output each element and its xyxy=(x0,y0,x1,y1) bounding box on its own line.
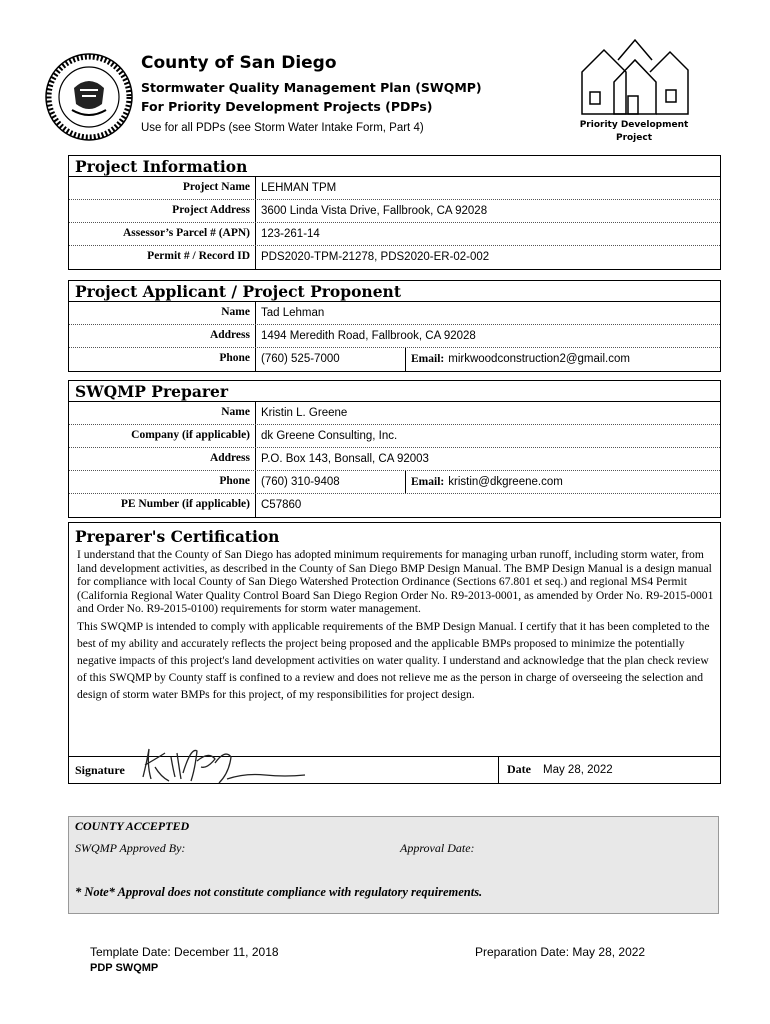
signature-date-field[interactable]: May 28, 2022 xyxy=(543,764,613,776)
applicant-section xyxy=(68,280,721,372)
approval-date-label: Approval Date: xyxy=(400,841,475,855)
pe-number-row: PE Number (if applicable) C57860 xyxy=(69,494,720,517)
project-address-row: Project Address 3600 Linda Vista Drive, Fallbrook, CA 92028 xyxy=(69,200,720,223)
handwritten-signature xyxy=(135,743,325,787)
signature-field[interactable] xyxy=(139,757,499,783)
section-title: Preparer's Certification xyxy=(75,527,280,546)
county-accepted-title: COUNTY ACCEPTED xyxy=(75,819,190,833)
template-date: Template Date: December 11, 2018 xyxy=(90,945,279,959)
apn-row: Assessor’s Parcel # (APN) 123-261-14 xyxy=(69,223,720,246)
applicant-address-row: Address 1494 Meredith Road, Fallbrook, CA 92028 xyxy=(69,325,720,348)
project-name-field[interactable]: LEHMAN TPM xyxy=(261,182,337,194)
page-title: County of San Diego xyxy=(141,53,337,73)
preparer-phone-row: Phone (760) 310-9408 Email: kristin@dkgreene.com xyxy=(69,471,720,494)
certification-paragraph-2: This SWQMP is intended to comply with applicable requirements of the BMP Design Manual. I certify that it has been completed to the best of my ability and accurately reflects the project being proposed and the applicable BMPs proposed to minimize the potentially negative impacts of this project's land development activities on water quality. I understand and acknowledge that the plan check review of this SWQMP by County staff is confined to a review and does not relieve me as the person in charge of overseeing the selection and design of storm water BMPs for this project, of my responsibilities for project design. xyxy=(77,619,710,701)
preparer-email-field[interactable]: kristin@dkgreene.com xyxy=(448,476,563,488)
preparer-company-row: Company (if applicable) dk Greene Consulting, Inc. xyxy=(69,425,720,448)
preparer-name-row: Name Kristin L. Greene xyxy=(69,402,720,425)
project-address-field[interactable]: 3600 Linda Vista Drive, Fallbrook, CA 92028 xyxy=(261,205,488,217)
applicant-phone-row: Phone (760) 525-7000 Email: mirkwoodconstruction2@gmail.com xyxy=(69,348,720,371)
certification-section xyxy=(68,522,721,784)
section-title: Project Applicant / Project Proponent xyxy=(69,281,720,302)
county-accepted-box xyxy=(68,816,719,914)
section-title: Project Information xyxy=(69,156,720,177)
applicant-address-field[interactable]: 1494 Meredith Road, Fallbrook, CA 92028 xyxy=(261,330,476,342)
pdp-subtitle: For Priority Development Projects (PDPs) xyxy=(141,99,433,114)
approval-note: * Note* Approval does not constitute compliance with regulatory requirements. xyxy=(75,885,483,899)
preparer-address-field[interactable]: P.O. Box 143, Bonsall, CA 92003 xyxy=(261,453,429,465)
applicant-email-field[interactable]: mirkwoodconstruction2@gmail.com xyxy=(448,353,630,365)
project-name-row: Project Name LEHMAN TPM xyxy=(69,177,720,200)
plan-subtitle: Stormwater Quality Management Plan (SWQMP) xyxy=(141,80,482,95)
preparation-date: Preparation Date: May 28, 2022 xyxy=(475,945,646,959)
signature-row: Signature Date May 28, 2022 xyxy=(69,756,720,783)
applicant-phone-field[interactable]: (760) 525-7000 xyxy=(261,348,406,371)
applicant-name-field[interactable]: Tad Lehman xyxy=(261,307,325,319)
preparer-phone-field[interactable]: (760) 310-9408 xyxy=(261,471,406,493)
preparer-name-field[interactable]: Kristin L. Greene xyxy=(261,407,348,419)
pe-number-field[interactable]: C57860 xyxy=(261,499,302,511)
document-name: PDP SWQMP xyxy=(90,962,159,974)
preparer-company-field[interactable]: dk Greene Consulting, Inc. xyxy=(261,430,398,442)
priority-development-badge: Priority Development Project xyxy=(579,120,689,143)
certification-paragraph-1: I understand that the County of San Diego has adopted minimum requirements for managing urban runoff, including storm water, from land development activities, as described in the County of San Diego BMP Design Manual. The BMP Design Manual is a design manual for compliance with local County of San Diego Watershed Protection Ordinance (Sections 67.801 et seq.) and regional MS4 Permit (California Regional Water Quality Control Board San Diego Region Order No. R9-2013-0001, as amended by Order No. R9-2015-0001 and Order No. R9-2015-0100) requirements for storm water management. xyxy=(77,548,714,615)
project-information-section xyxy=(68,155,721,270)
permit-row: Permit # / Record ID PDS2020-TPM-21278, PDS2020-ER-02-002 xyxy=(69,246,720,269)
preparer-section xyxy=(68,380,721,518)
applicant-name-row: Name Tad Lehman xyxy=(69,302,720,325)
houses-icon xyxy=(578,38,690,118)
usage-note: Use for all PDPs (see Storm Water Intake Form, Part 4) xyxy=(141,122,424,134)
permit-field[interactable]: PDS2020-TPM-21278, PDS2020-ER-02-002 xyxy=(261,251,490,263)
county-seal-logo xyxy=(44,52,134,142)
section-title: SWQMP Preparer xyxy=(69,381,720,402)
apn-field[interactable]: 123-261-14 xyxy=(261,228,320,240)
preparer-address-row: Address P.O. Box 143, Bonsall, CA 92003 xyxy=(69,448,720,471)
approved-by-label: SWQMP Approved By: xyxy=(75,841,186,855)
